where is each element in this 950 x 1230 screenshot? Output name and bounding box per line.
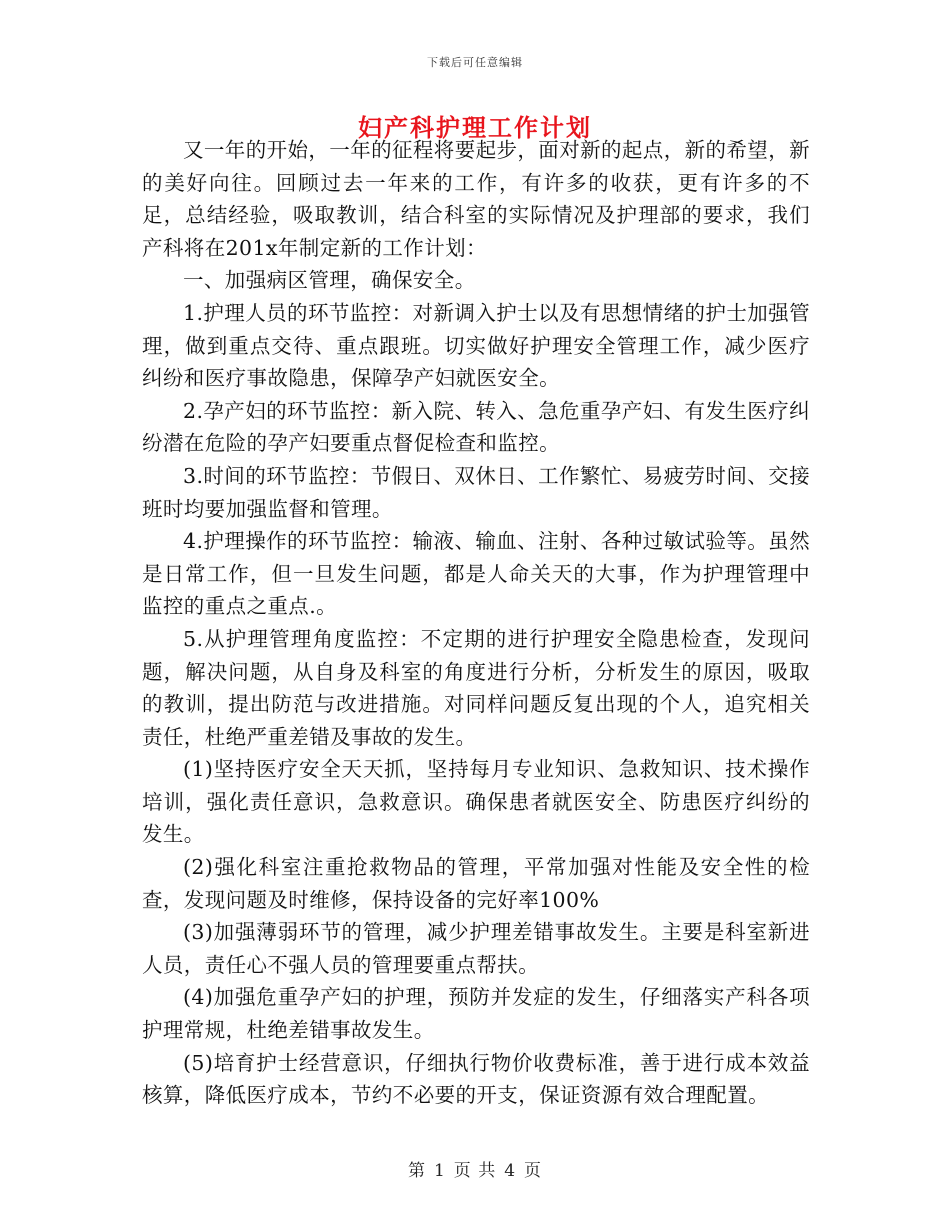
sub-list-item: (1)坚持医疗安全天天抓，坚持每月专业知识、急救知识、技术操作培训，强化责任意识，急救意识。确保患者就医安全、防患医疗纠纷的发生。 — [142, 757, 810, 847]
total-page-number: 4 — [504, 1161, 517, 1181]
list-item: 4.护理操作的环节监控：输液、输血、注射、各种过敏试验等。虽然是日常工作，但一旦发生问题，都是人命关天的大事，作为护理管理中监控的重点之重点.。 — [142, 529, 810, 619]
sub-list-item: (2)强化科室注重抢救物品的管理，平常加强对性能及安全性的检查，发现问题及时维修，保持设备的完好率100% — [142, 855, 810, 912]
footer-prefix: 第 — [407, 1161, 426, 1181]
intro-paragraph: 又一年的开始，一年的征程将要起步，面对新的起点，新的希望，新的美好向往。回顾过去一年来的工作，有许多的收获，更有许多的不足，总结经验，吸取教训，结合科室的实际情况及护理部的要求，我们产科将在201x年制定新的工作计划： — [142, 138, 810, 260]
sub-list-item: (4)加强危重孕产妇的护理，预防并发症的发生，仔细落实产科各项护理常规，杜绝差错事故发生。 — [142, 985, 810, 1043]
list-item: 3.时间的环节监控：节假日、双休日、工作繁忙、易疲劳时间、交接班时均要加强监督和管理。 — [142, 463, 810, 521]
document-body — [142, 134, 810, 1112]
sub-list-item: (3)加强薄弱环节的管理，减少护理差错事故发生。主要是科室新进人员，责任心不强人员的管理要重点帮扶。 — [142, 920, 810, 977]
document-title: 妇产科护理工作计划 — [358, 113, 592, 142]
section-heading: 一、加强病区管理，确保安全。 — [183, 268, 476, 293]
list-item: 5.从护理管理角度监控：不定期的进行护理安全隐患检查，发现问题，解决问题，从自身及科室的角度进行分析，分析发生的原因，吸取的教训，提出防范与改进措施。对同样问题反复出现的个人，追究相关责任，杜绝严重差错及事故的发生。 — [142, 626, 810, 749]
sub-list-item: (5)培育护士经营意识，仔细执行物价收费标准，善于进行成本效益核算，降低医疗成本，节约不必要的开支，保证资源有效合理配置。 — [142, 1050, 810, 1108]
header-note: 下载后可任意编辑 — [427, 56, 523, 69]
footer-suffix: 页 — [524, 1161, 543, 1181]
list-item: 1.护理人员的环节监控：对新调入护士以及有思想情绪的护士加强管理，做到重点交待、重点跟班。切实做好护理安全管理工作，减少医疗纠纷和医疗事故隐患，保障孕产妇就医安全。 — [142, 300, 810, 391]
current-page-number: 1 — [433, 1161, 446, 1181]
footer-middle: 页 共 — [453, 1161, 497, 1181]
page-footer — [0, 1156, 950, 1181]
list-item: 2.孕产妇的环节监控：新入院、转入、急危重孕产妇、有发生医疗纠纷潜在危险的孕产妇要重点督促检查和监控。 — [142, 398, 810, 456]
